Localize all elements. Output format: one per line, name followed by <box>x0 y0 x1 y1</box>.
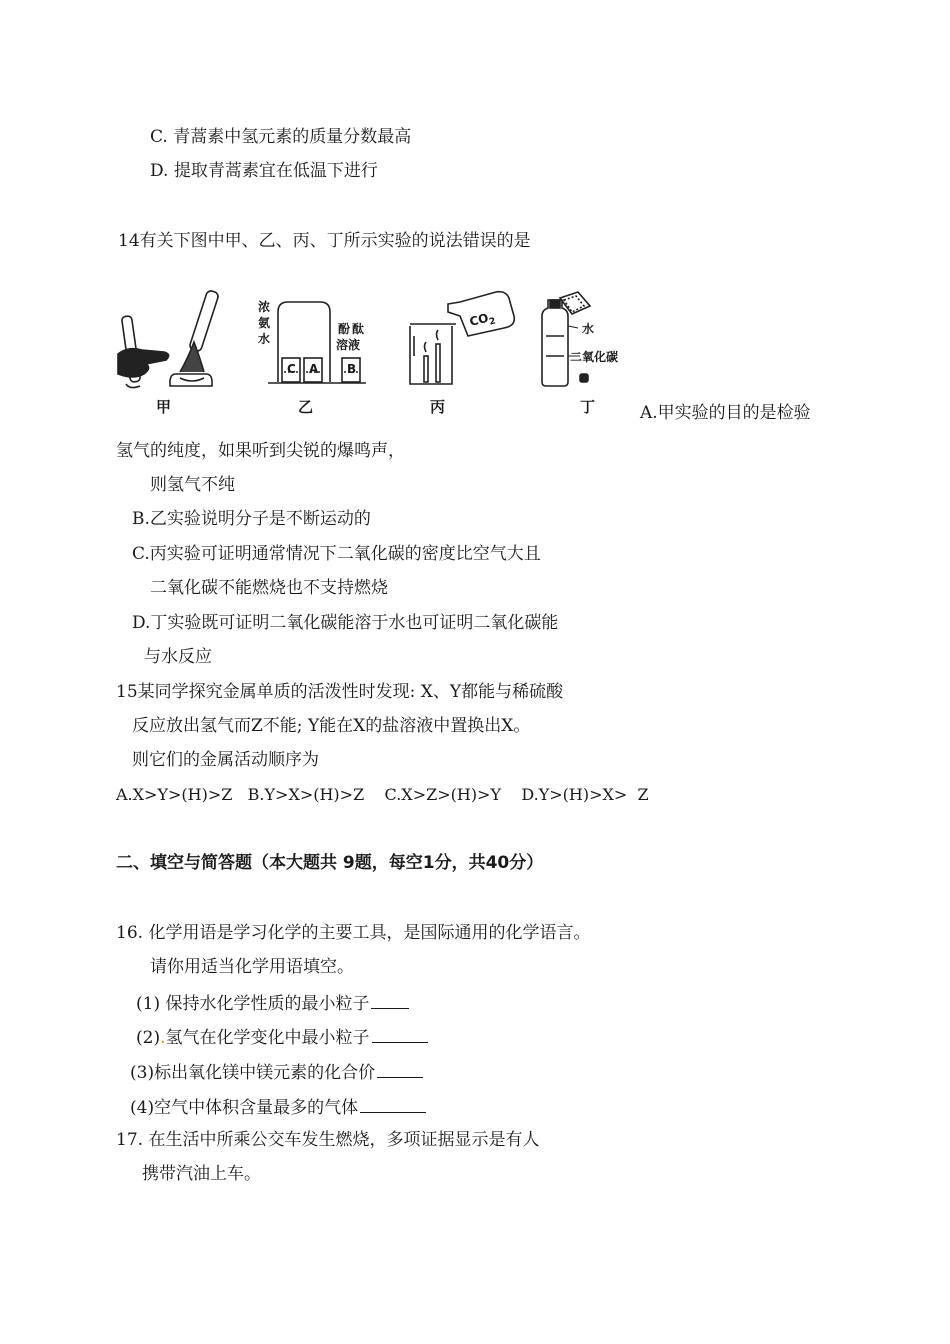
q16-item-1-text: (1) 保持水化学性质的最小粒子 <box>136 994 370 1014</box>
beaker-b-label: B <box>347 362 357 376</box>
inverted-tube-over-flame-drawing <box>170 290 219 386</box>
caption-jia: 甲 <box>156 398 172 416</box>
q14-option-c-line2: 二氧化碳不能燃烧也不支持燃烧 <box>150 578 388 598</box>
q16-item-2-blank[interactable] <box>372 1025 428 1043</box>
q14-option-a-line3: 则氢气不纯 <box>150 475 235 495</box>
q17-stem-line1: 17. 在生活中所乘公交车发生燃烧，多项证据显示是有人 <box>116 1130 540 1150</box>
q16-item-2-text: 氢气在化学变化中最小粒子 <box>165 1028 370 1048</box>
q16-item-4-blank[interactable] <box>360 1095 426 1113</box>
q14-option-d-line2: 与水反应 <box>144 647 212 667</box>
q16-item-3-blank[interactable] <box>377 1060 423 1078</box>
section-2-heading: 二、填空与简答题（本大题共 9题，每空1分，共40分） <box>116 853 544 873</box>
q14-option-b: B.乙实验说明分子是不断运动的 <box>132 509 371 529</box>
q16-item-1-blank[interactable] <box>371 991 409 1009</box>
q16-stem-line2: 请你用适当化学用语填空。 <box>150 957 354 977</box>
beaker-c-label: C <box>287 362 296 376</box>
plastic-bottle-drawing <box>542 300 568 386</box>
q16-item-3 <box>130 1060 423 1084</box>
caption-yi: 乙 <box>298 398 314 416</box>
q16-item-4 <box>130 1095 426 1119</box>
caption-ding: 丁 <box>580 398 596 416</box>
label-nong: 浓 <box>258 300 271 314</box>
q15-stem-line2: 反应放出氢气而Z不能; Y能在X的盐溶液中置换出X。 <box>132 716 531 736</box>
q15-options: A.X>Y>(H)>Z B.Y>X>(H)>Z C.X>Z>(H)>Y D.Y>(H)>X> Z <box>116 785 649 804</box>
q14-experiment-figure <box>110 286 640 416</box>
q17-stem-line2: 携带汽油上车。 <box>142 1164 261 1184</box>
bottle-cap-drawing <box>580 374 588 382</box>
q16-item-2-number: (2) <box>136 1028 161 1048</box>
label-fen: 酚 <box>338 322 351 336</box>
q14-stem: 14有关下图中甲、乙、丙、丁所示实验的说法错误的是 <box>118 231 531 251</box>
caption-bing: 丙 <box>430 398 446 416</box>
q14-option-c-line1: C.丙实验可证明通常情况下二氧化碳的密度比空气大且 <box>132 544 541 564</box>
label-an: 氨 <box>258 316 271 330</box>
q14-option-d-line1: D.丁实验既可证明二氧化碳能溶于水也可证明二氧化碳能 <box>132 613 559 633</box>
q14-option-a-line2: 氢气的纯度，如果听到尖锐的爆鸣声， <box>116 441 405 461</box>
q16-item-1 <box>136 991 409 1015</box>
label-co2-text: 二氧化碳 <box>570 350 619 364</box>
experiment-drawings <box>110 286 640 416</box>
q15-stem-line1: 15某同学探究金属单质的活泼性时发现: X、Y都能与稀硫酸 <box>116 682 564 702</box>
q16-stem-line1: 16. 化学用语是学习化学的主要工具，是国际通用的化学语言。 <box>116 923 591 943</box>
co2-label: $CO_2$ <box>468 310 497 329</box>
candle-beaker-drawing <box>410 324 456 384</box>
q16-item-2 <box>136 1025 428 1049</box>
q13-option-d: D. 提取青蒿素宜在低温下进行 <box>150 161 378 181</box>
q14-option-a-line1: A.甲实验的目的是检验 <box>640 403 811 423</box>
label-tai: 酞 <box>352 322 365 336</box>
pouring-beaker-drawing <box>560 292 590 314</box>
q16-item-2-dot: . <box>160 1028 166 1048</box>
q15-stem-line3: 则它们的金属活动顺序为 <box>132 750 319 770</box>
q16-item-4-text: (4)空气中体积含量最多的气体 <box>130 1098 359 1118</box>
label-shui: 水 <box>258 332 271 346</box>
label-water: 水 <box>582 322 595 336</box>
hand-test-tube-drawing <box>118 316 169 388</box>
beaker-a-label: A <box>309 362 319 376</box>
q13-option-c: C. 青蒿素中氢元素的质量分数最高 <box>150 127 412 147</box>
label-rongye: 溶液 <box>336 338 361 352</box>
q16-item-3-text: (3)标出氧化镁中镁元素的化合价 <box>130 1063 376 1083</box>
